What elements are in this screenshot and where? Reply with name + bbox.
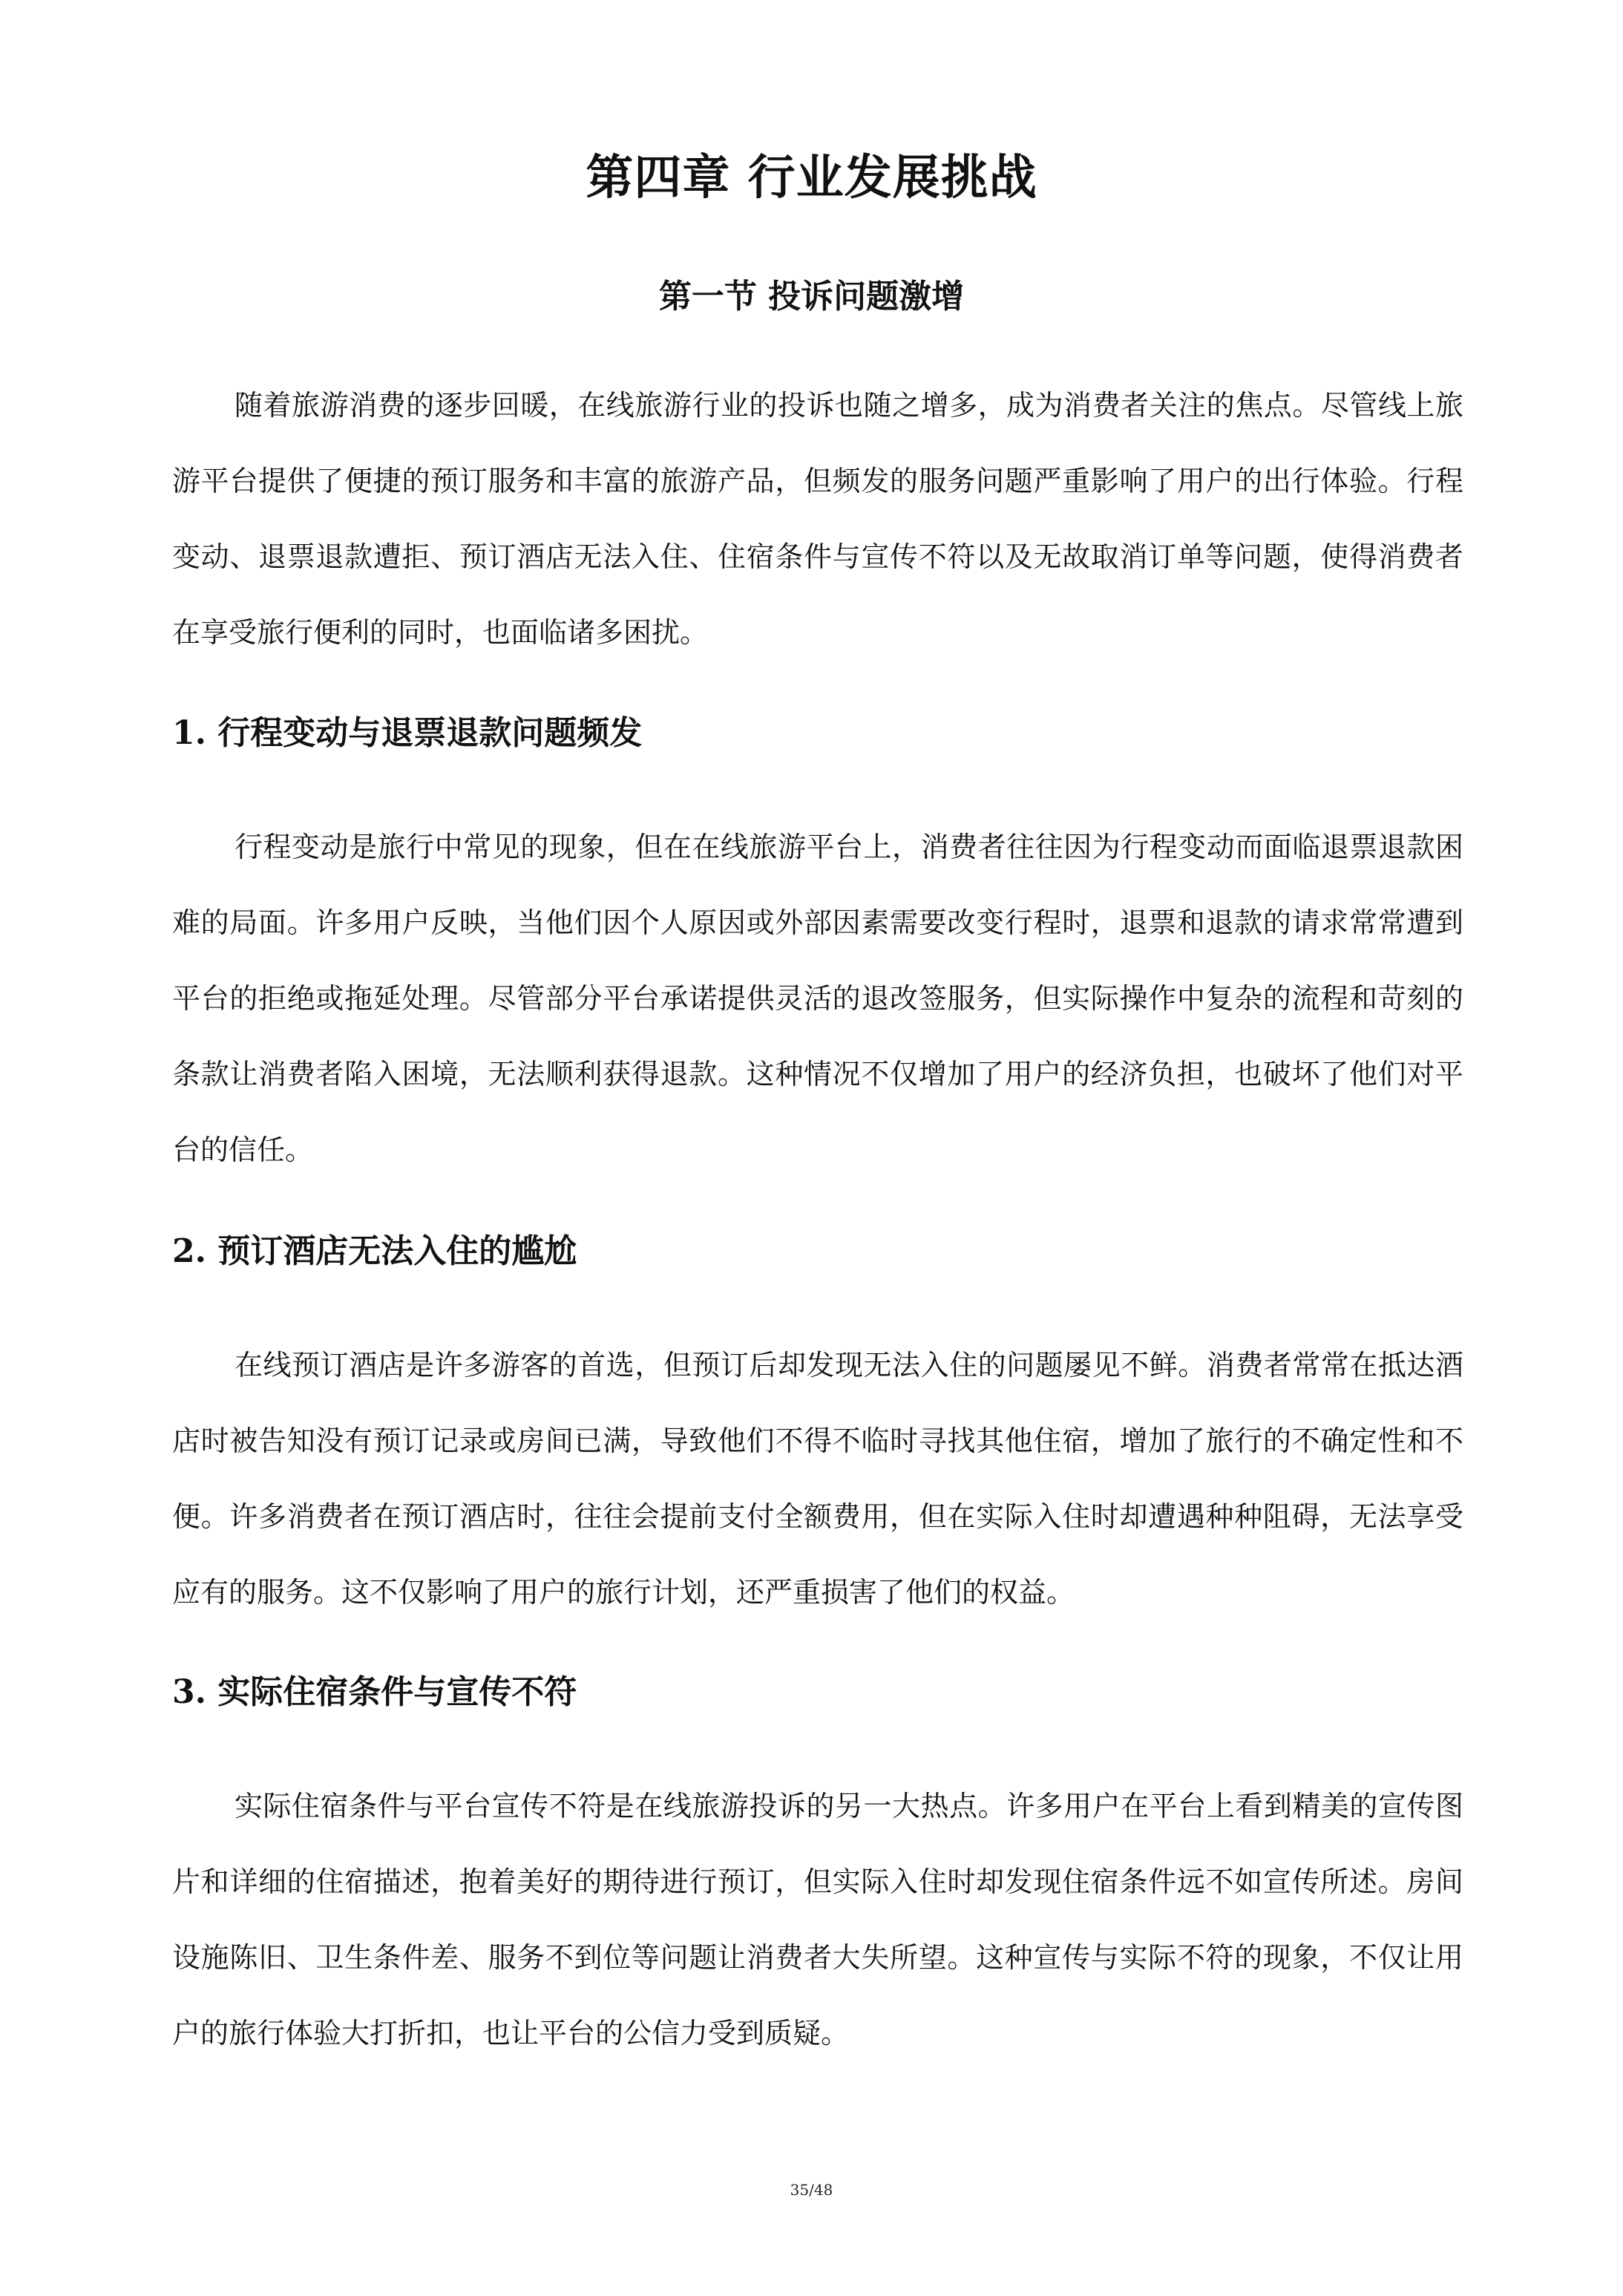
subsection-heading-2: 2. 预订酒店无法入住的尴尬 (172, 1232, 577, 1270)
subsection-heading-3: 3. 实际住宿条件与宣传不符 (172, 1673, 577, 1711)
intro-paragraph: 随着旅游消费的逐步回暖，在线旅游行业的投诉也随之增多，成为消费者关注的焦点。尽管线上旅游平台提供了便捷的预订服务和丰富的旅游产品，但频发的服务问题严重影响了用户的出行体验。行程变动、退票退款遭拒、预订酒店无法入住、住宿条件与宣传不符以及无故取消订单等问题，使得消费者在享受旅行便利的同时，也面临诸多困扰。 (172, 389, 1463, 649)
section-title: 第一节 投诉问题激增 (658, 278, 965, 315)
page-number: 35/48 (790, 2181, 833, 2199)
subsection-paragraph-1: 行程变动是旅行中常见的现象，但在在线旅游平台上，消费者往往因为行程变动而面临退票退款困难的局面。许多用户反映，当他们因个人原因或外部因素需要改变行程时，退票和退款的请求常常遭到平台的拒绝或拖延处理。尽管部分平台承诺提供灵活的退改签服务，但实际操作中复杂的流程和苛刻的条款让消费者陷入困境，无法顺利获得退款。这种情况不仅增加了用户的经济负担，也破坏了他们对平台的信任。 (172, 831, 1463, 1166)
subsection-paragraph-3: 实际住宿条件与平台宣传不符是在线旅游投诉的另一大热点。许多用户在平台上看到精美的宣传图片和详细的住宿描述，抱着美好的期待进行预订，但实际入住时却发现住宿条件远不如宣传所述。房间设施陈旧、卫生条件差、服务不到位等问题让消费者大失所望。这种宣传与实际不符的现象，不仅让用户的旅行体验大打折扣，也让平台的公信力受到质疑。 (172, 1790, 1463, 2050)
subsection-paragraph-2: 在线预订酒店是许多游客的首选，但预订后却发现无法入住的问题屡见不鲜。消费者常常在抵达酒店时被告知没有预订记录或房间已满，导致他们不得不临时寻找其他住宿，增加了旅行的不确定性和不便。许多消费者在预订酒店时，往往会提前支付全额费用，但在实际入住时却遭遇种种阻碍，无法享受应有的服务。这不仅影响了用户的旅行计划，还严重损害了他们的权益。 (172, 1349, 1463, 1609)
subsection-heading-1: 1. 行程变动与退票退款问题频发 (172, 714, 643, 752)
chapter-title: 第四章 行业发展挑战 (586, 150, 1037, 206)
